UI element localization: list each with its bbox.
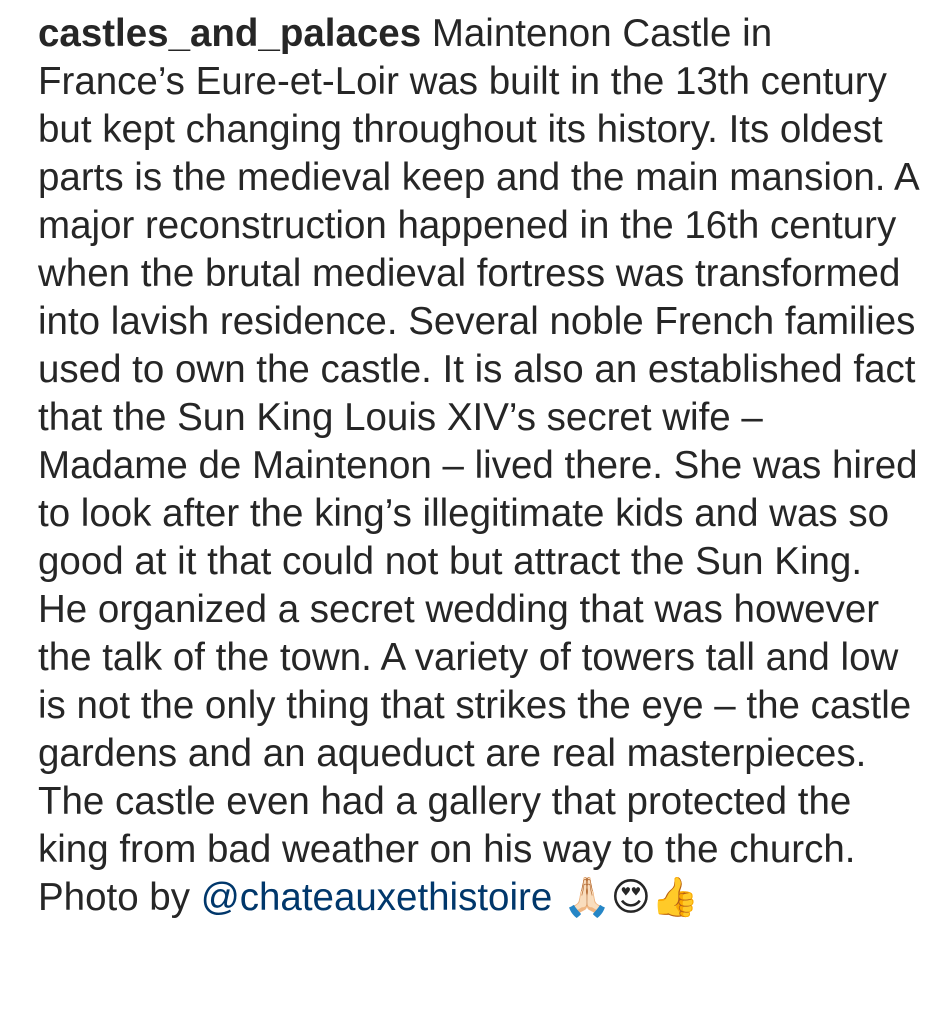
- mention-link[interactable]: @chateauxethistoire: [200, 876, 553, 919]
- username-link[interactable]: castles_and_palaces: [38, 12, 422, 55]
- folded-hands-emoji-icon: 🙏🏻: [562, 875, 611, 920]
- post-caption: [38, 10, 918, 922]
- thumbs-up-emoji-icon: 👍: [651, 875, 699, 920]
- heart-eyes-emoji-icon: 😍: [610, 875, 652, 920]
- caption-text: Maintenon Castle in France’s Eure-et-Loir was built in the 13th century but kept changing throughout its history. Its oldest parts is the medieval keep and the main mansion. A major reconstruction happened in the 16th century when the brutal medieval fortress was transformed into lavish residence. Several noble French families used to own the castle. It is also an established fact that the Sun King Louis XIV’s secret wife – Madame de Maintenon – lived there. She was hired to look after the king’s illegitimate kids and was so good at it that could not but attract the Sun King. He organized a secret wedding that was however the talk of the town. A variety of towers tall and low is not the only thing that strikes the eye – the castle gardens and an aqueduct are real masterpieces. The castle even had a gallery that protected the king from bad weather on his way to the church. Photo by: [38, 12, 918, 919]
